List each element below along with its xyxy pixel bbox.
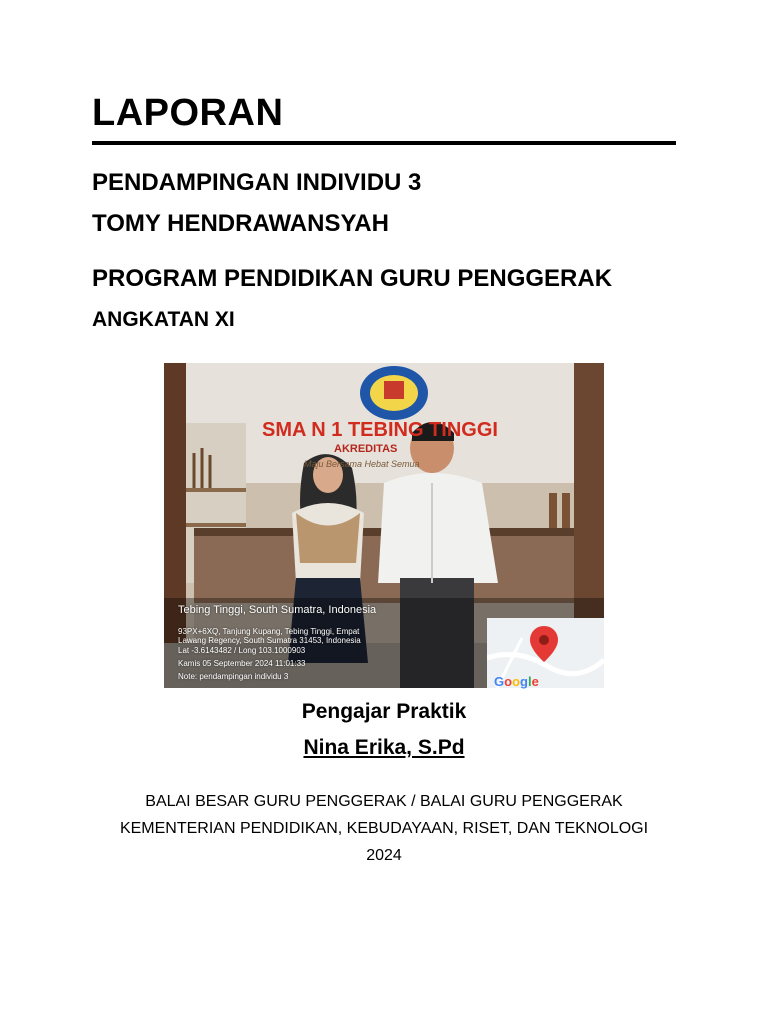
school-sign-text: SMA N 1 TEBING TINGGI (262, 419, 498, 441)
photo-note: Note: pendampingan individu 3 (178, 672, 289, 681)
lat-long: Lat -3.6143482 / Long 103.1000903 (178, 646, 306, 655)
institution-line-2: KEMENTERIAN PENDIDIKAN, KEBUDAYAAN, RISET, DAN TEKNOLOGI (119, 820, 649, 837)
report-subtitle: PENDAMPINGAN INDIVIDU 3 (92, 169, 422, 196)
author-name: TOMY HENDRAWANSYAH (92, 210, 389, 237)
accreditation-sign-text: AKREDITAS (334, 443, 398, 455)
location-title: Tebing Tinggi, South Sumatra, Indonesia (178, 604, 377, 616)
google-logo: Google (494, 674, 539, 689)
timestamp: Kamis 05 September 2024 11:01:33 (178, 659, 306, 668)
institution-line-1: BALAI BESAR GURU PENGGERAK / BALAI GURU PENGGERAK (145, 793, 623, 810)
document-title: LAPORAN (92, 92, 284, 134)
pengajar-label: Pengajar Praktik (301, 700, 467, 723)
program-name: PROGRAM PENDIDIKAN GURU PENGGERAK (92, 265, 613, 292)
cohort-label: ANGKATAN XI (92, 308, 235, 331)
school-motto-text: Maju Bersama Hebat Semua (304, 459, 420, 469)
title-underline (92, 141, 676, 145)
pengajar-name-wrap (0, 736, 768, 760)
pengajar-name: Nina Erika, S.Pd (303, 736, 465, 759)
address-line-2: Lawang Regency, South Sumatra 31453, Indonesia (178, 636, 361, 645)
document-year: 2024 (366, 847, 402, 864)
address-line-1: 93PX+6XQ, Tanjung Kupang, Tebing Tinggi, Empat (178, 627, 360, 636)
